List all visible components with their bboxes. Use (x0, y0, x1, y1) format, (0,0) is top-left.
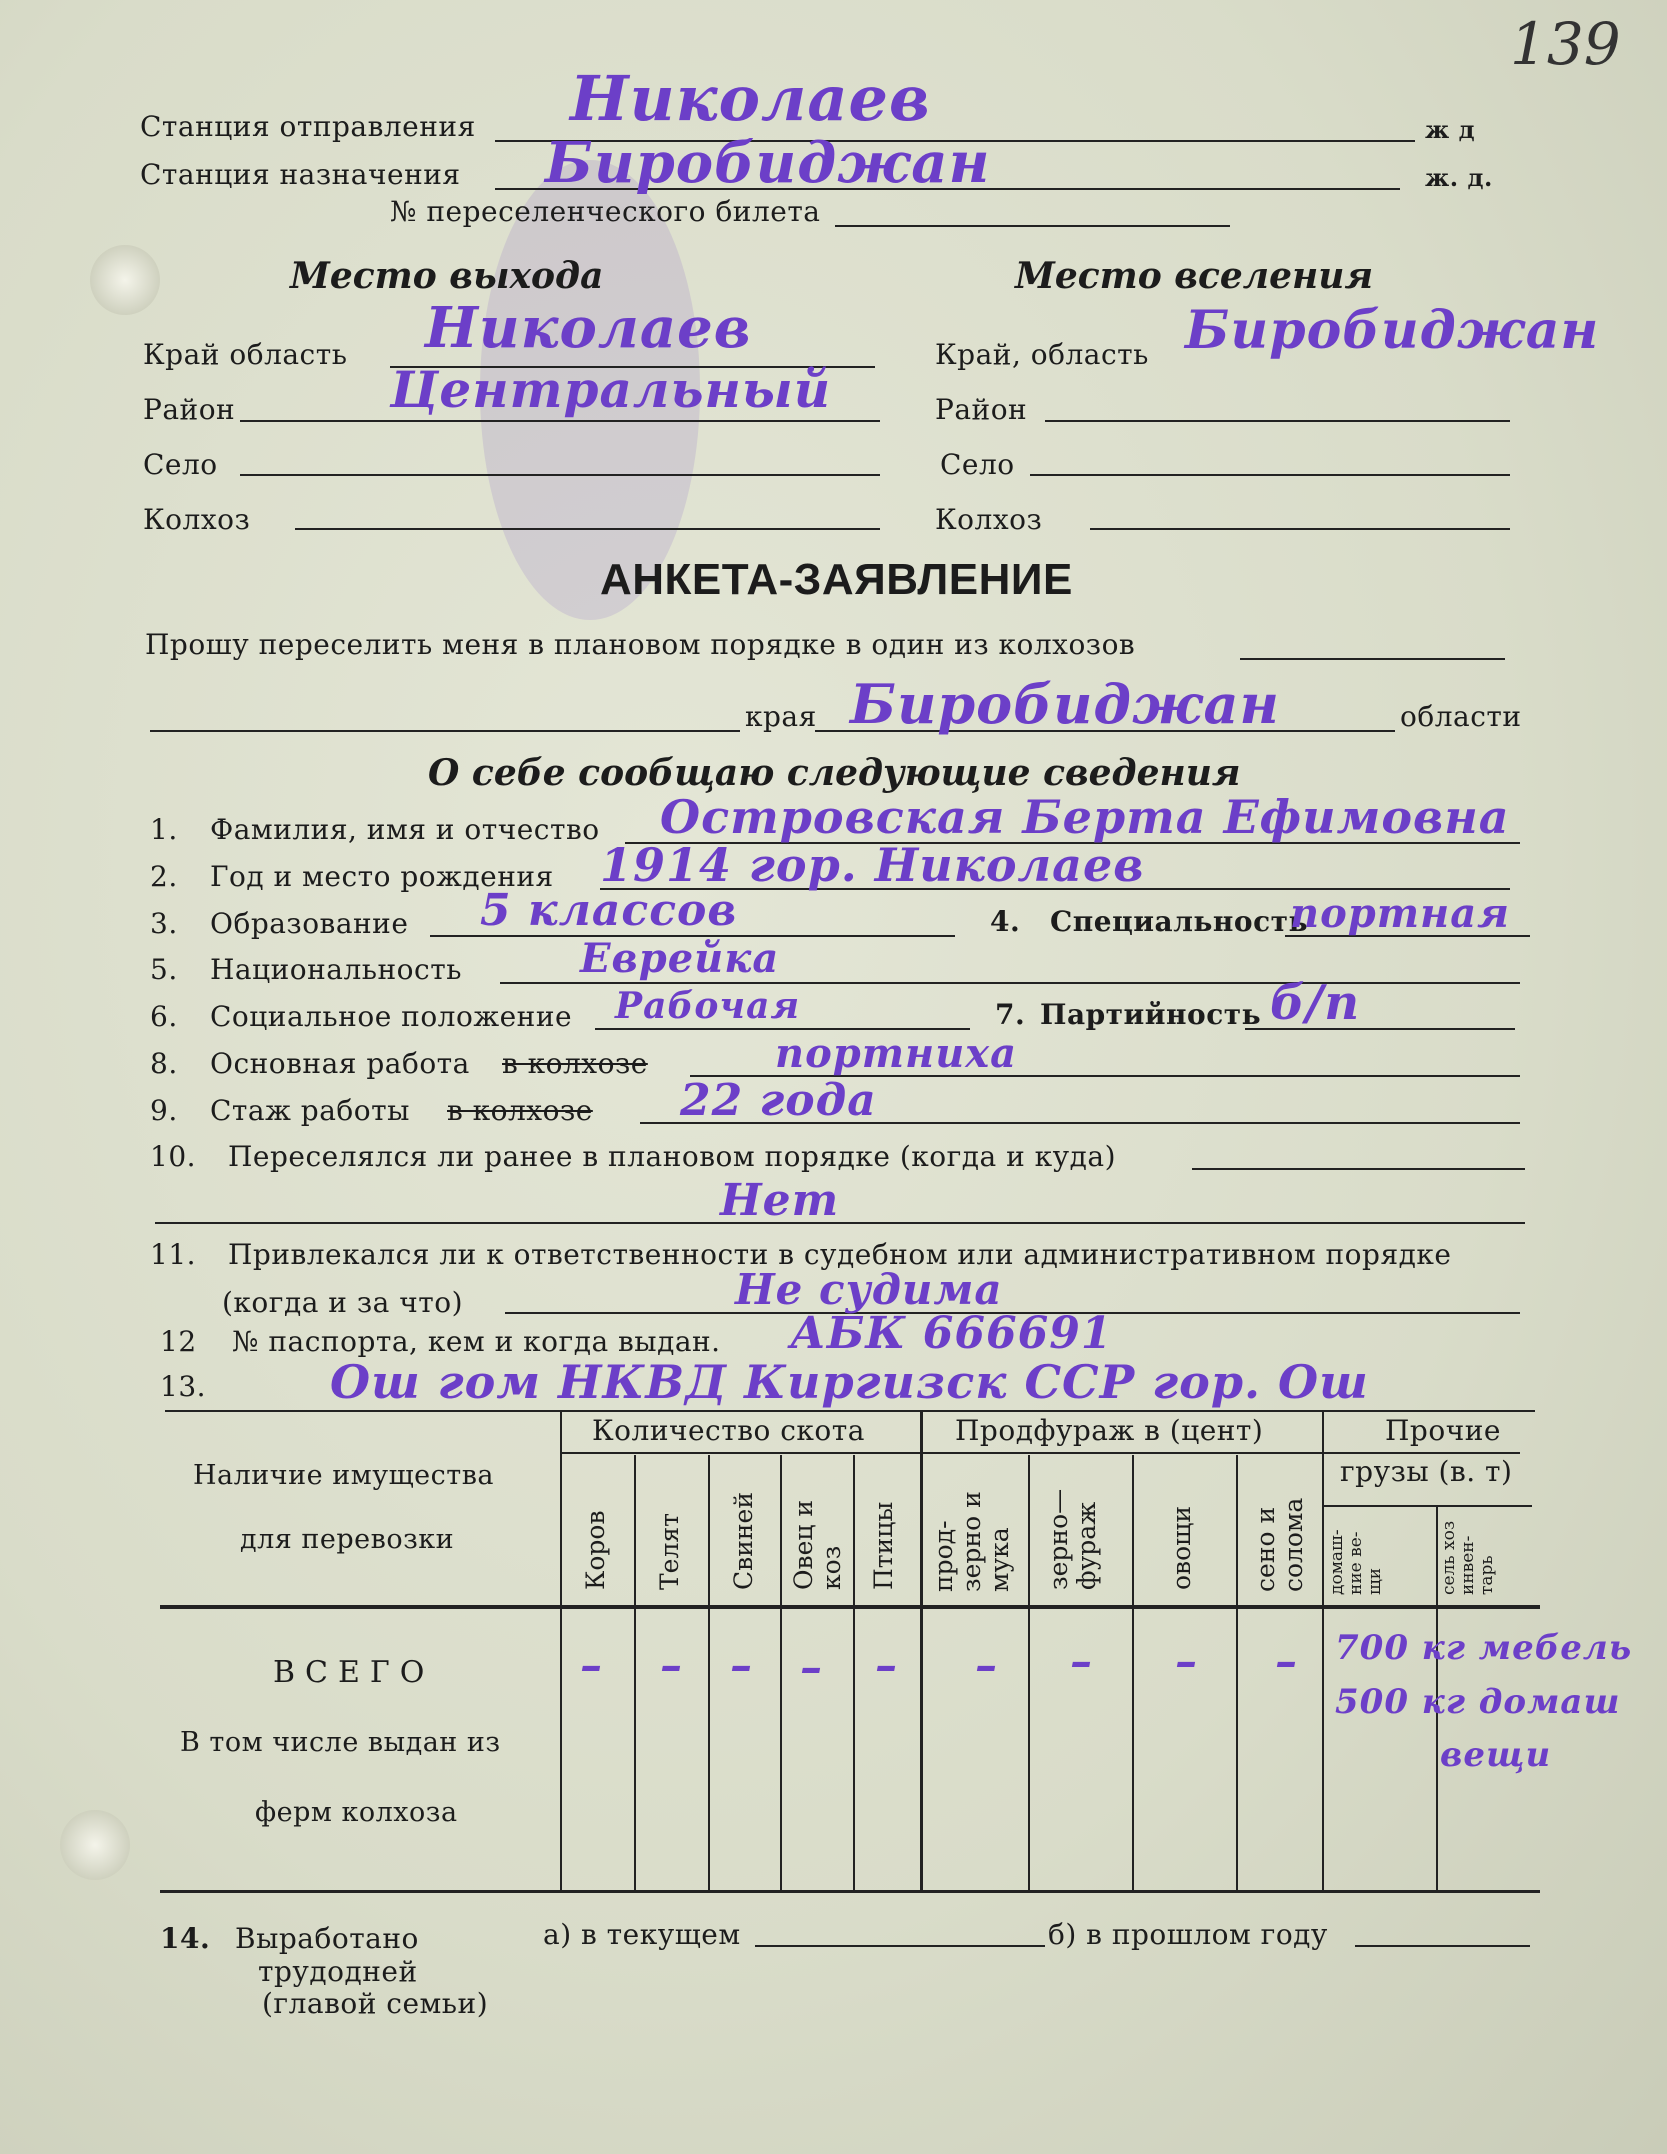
field-12-value: АБК 666691 (790, 1308, 1113, 1359)
field-8-num: 8. (150, 1047, 178, 1080)
field-12-label: № паспорта, кем и когда выдан. (232, 1325, 721, 1358)
field-9-label: Стаж работы (210, 1094, 410, 1127)
field-10-line-b (155, 1222, 1525, 1224)
settle-district-label: Район (935, 393, 1028, 426)
table-col-div-3 (780, 1455, 782, 1890)
table-v-group-b (1322, 1410, 1324, 1890)
total-fodder: – (1070, 1636, 1093, 1687)
table-col-10: домаш-ние ве-щи (1327, 1529, 1385, 1595)
footer-label-c: (главой семьи) (262, 1987, 489, 2020)
table-col-div-1 (634, 1455, 636, 1890)
table-top-rule (165, 1410, 1535, 1412)
field-11-value: Не судима (735, 1265, 1003, 1314)
table-issued-b: ферм колхоза (255, 1797, 458, 1828)
settle-kolkhoz-label: Колхоз (935, 503, 1043, 536)
punch-hole-bottom (60, 1810, 130, 1880)
field-9-num: 9. (150, 1094, 178, 1127)
field-7-num: 7. (995, 998, 1026, 1031)
departure-station-label: Станция отправления (140, 110, 476, 143)
exit-village-line (240, 474, 880, 476)
request-line: Прошу переселить меня в плановом порядке в один из колхозов (145, 628, 1136, 661)
table-col-div-5 (1028, 1455, 1030, 1890)
field-10-num: 10. (150, 1140, 197, 1173)
table-col-7: зерно—фураж (1044, 1488, 1101, 1590)
table-v-left (560, 1410, 562, 1890)
other-value-1: 700 кг мебель (1335, 1628, 1633, 1668)
field-8-value: портниха (775, 1030, 1018, 1077)
field-4-label: Специальность (1050, 905, 1309, 938)
field-12-num: 12 (160, 1325, 197, 1358)
field-9-strike: в колхозе (447, 1094, 593, 1127)
ticket-label: № переселенческого билета (390, 195, 821, 228)
field-13-value: Ош гом НКВД Киргизск ССР гор. Ош (330, 1355, 1369, 1409)
settle-place-heading: Место вселения (1015, 255, 1374, 297)
exit-region-label: Край область (143, 338, 348, 371)
field-2-label: Год и место рождения (210, 860, 554, 893)
field-1-value: Островская Берта Ефимовна (660, 790, 1510, 844)
rail-suffix-1: ж д (1425, 115, 1476, 144)
exit-district-line (240, 420, 880, 422)
footer-current-label: а) в текущем (543, 1918, 741, 1951)
table-bottom-rule (160, 1890, 1540, 1893)
field-7-label: Партийность (1040, 998, 1262, 1031)
table-col-3: Свиней (729, 1492, 758, 1590)
field-3-num: 3. (150, 907, 178, 940)
exit-village-label: Село (143, 448, 218, 481)
table-group-rule (560, 1452, 1520, 1454)
table-col-div-4 (853, 1455, 855, 1890)
table-col-5: Птицы (869, 1501, 898, 1590)
field-4-num: 4. (990, 905, 1021, 938)
exit-district-label: Район (143, 393, 236, 426)
field-8-strike: в колхозе (502, 1047, 648, 1080)
table-col-6: прод-зерно и мука (929, 1491, 1014, 1592)
table-col-4: Овец и коз (789, 1499, 846, 1590)
exit-kolkhoz-label: Колхоз (143, 503, 251, 536)
form-title: АНКЕТА-ЗАЯВЛЕНИЕ (600, 555, 1073, 604)
field-4-value: портная (1290, 890, 1510, 937)
table-col-div-6 (1132, 1455, 1134, 1890)
table-v-group-a (920, 1410, 923, 1890)
table-col-8: овощи (1167, 1505, 1196, 1590)
settle-kolkhoz-line (1090, 528, 1510, 530)
field-10-value: Нет (720, 1175, 840, 1226)
destination-station-value: Биробиджан (545, 130, 991, 196)
footer-num: 14. (160, 1922, 211, 1955)
total-birds: – (875, 1640, 898, 1691)
field-9-value: 22 года (680, 1075, 877, 1126)
table-group-other-a: Прочие (1385, 1414, 1501, 1447)
field-6-label: Социальное положение (210, 1000, 573, 1033)
field-11-label-a: Привлекался ли к ответственности в судебном или административном порядке (228, 1238, 1452, 1271)
total-hay: – (1275, 1636, 1298, 1687)
request-kraya-value: Биробиджан (850, 672, 1280, 736)
total-grain: – (975, 1640, 998, 1691)
other-value-3: вещи (1440, 1735, 1552, 1775)
table-group-livestock: Количество скота (592, 1414, 865, 1447)
field-11-label-b: (когда и за что) (222, 1286, 463, 1319)
footer-previous-label: б) в прошлом году (1048, 1918, 1328, 1951)
total-calves: – (660, 1640, 683, 1691)
settle-region-value: Биробиджан (1185, 300, 1600, 361)
footer-previous-line (1355, 1945, 1530, 1947)
field-2-num: 2. (150, 860, 178, 893)
total-pigs: – (730, 1640, 753, 1691)
footer-label-b: трудодней (258, 1955, 418, 1988)
total-cows: – (580, 1640, 603, 1691)
request-kolkhoz-line (1240, 658, 1505, 660)
field-2-value: 1914 гор. Николаев (600, 838, 1145, 892)
table-col-2: Телят (655, 1513, 684, 1590)
field-5-num: 5. (150, 953, 178, 986)
field-6-value: Рабочая (615, 985, 801, 1027)
field-3-value: 5 классов (480, 885, 738, 936)
field-1-label: Фамилия, имя и отчество (210, 813, 600, 846)
table-col-div-2 (708, 1455, 710, 1890)
field-5-line (500, 982, 1520, 984)
settle-village-line (1030, 474, 1510, 476)
field-13-num: 13. (160, 1370, 207, 1403)
table-col-11: сель хоз инвен-тарь (1439, 1520, 1497, 1595)
table-group-fodder: Продфураж в (цент) (955, 1414, 1264, 1447)
total-vegetables: – (1175, 1636, 1198, 1687)
footer-current-line (755, 1945, 1045, 1947)
field-10-label: Переселялся ли ранее в плановом порядке (когда и куда) (228, 1140, 1117, 1173)
field-8-label: Основная работа (210, 1047, 470, 1080)
field-6-num: 6. (150, 1000, 178, 1033)
ticket-line (835, 225, 1230, 227)
page-number: 139 (1510, 10, 1621, 78)
total-sheep: – (800, 1642, 823, 1693)
destination-station-label: Станция назначения (140, 158, 461, 191)
settle-district-line (1045, 420, 1510, 422)
table-group-other-b: грузы (в. т) (1340, 1455, 1513, 1488)
request-blank-line (150, 730, 740, 732)
request-kraya-label: края (745, 700, 817, 733)
table-other-rule (1322, 1505, 1532, 1507)
footer-label-a: Выработано (235, 1922, 419, 1955)
exit-kolkhoz-line (295, 528, 880, 530)
field-11-num: 11. (150, 1238, 197, 1271)
settle-village-label: Село (940, 448, 1015, 481)
departure-station-value: Николаев (570, 62, 931, 135)
exit-region-value: Николаев (425, 295, 752, 361)
subheading: О себе сообщаю следующие сведения (428, 752, 1241, 794)
table-col-9: сено и солома (1251, 1497, 1308, 1592)
table-total-label: ВСЕГО (273, 1655, 435, 1690)
punch-hole-top (90, 245, 160, 315)
table-row-header-a: Наличие имущества (193, 1460, 495, 1491)
field-7-value: б/п (1270, 975, 1361, 1031)
table-issued-a: В том числе выдан из (180, 1727, 501, 1758)
request-oblasti-label: области (1400, 700, 1522, 733)
other-value-2: 500 кг домаш (1335, 1682, 1621, 1722)
field-10-line-a (1192, 1168, 1525, 1170)
table-col-div-7 (1236, 1455, 1238, 1890)
rail-suffix-2: ж. д. (1425, 163, 1493, 192)
table-row-header-b: для перевозки (240, 1524, 455, 1555)
table-header-rule (160, 1605, 1540, 1609)
table-col-1: Коров (581, 1510, 610, 1590)
exit-place-heading: Место выхода (290, 255, 604, 297)
field-1-num: 1. (150, 813, 178, 846)
field-5-value: Еврейка (580, 935, 780, 982)
field-5-label: Национальность (210, 953, 462, 986)
exit-district-value: Центральный (390, 360, 832, 419)
field-3-label: Образование (210, 907, 409, 940)
settle-region-label: Край, область (935, 338, 1149, 371)
